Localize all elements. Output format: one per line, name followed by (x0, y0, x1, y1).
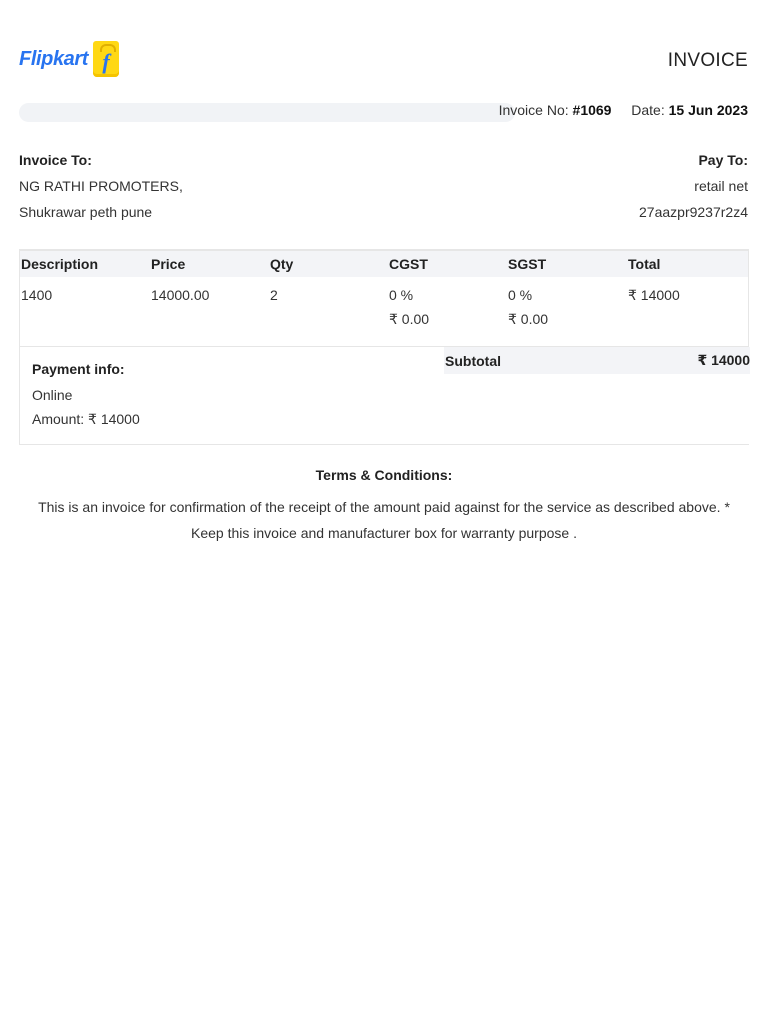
pay-to-line2: 27aazpr9237r2z4 (639, 204, 748, 220)
item-cgst (388, 283, 507, 331)
column-header-price: Price (151, 256, 186, 272)
payment-amount: Amount: ₹ 14000 (32, 411, 140, 427)
items-header-row (20, 250, 748, 277)
subtotal-label: Subtotal (445, 352, 501, 369)
brand-mark: f (102, 49, 110, 74)
terms-body: This is an invoice for confirmation of the receipt of the amount paid against for the service as described above. * Keep this invoice and manufacturer box for warranty purpose . (38, 499, 730, 541)
invoice-no-label: Invoice No: (498, 102, 569, 118)
item-sgst (507, 283, 627, 331)
column-header-sgst: SGST (508, 256, 547, 272)
invoice-to-block (19, 147, 183, 225)
payment-method: Online (32, 387, 73, 403)
column-header-total: Total (628, 256, 661, 272)
invoice-number: #1069 (572, 102, 612, 118)
item-qty: 2 (270, 287, 278, 303)
subtotal-row (444, 347, 750, 374)
flipkart-logo (19, 41, 119, 77)
invoice-to-line2: Shukrawar peth pune (19, 204, 153, 220)
brand-name: Flipkart (19, 47, 89, 70)
invoice-to-heading: Invoice To: (19, 152, 92, 168)
terms-heading: Terms & Conditions: (315, 467, 453, 483)
invoice-to-line1: NG RATHI PROMOTERS, (19, 178, 183, 194)
cgst-rate: 0 % (389, 287, 414, 303)
table-row (20, 277, 748, 331)
payment-summary (19, 346, 749, 445)
invoice-meta (499, 102, 748, 118)
header-divider-bar (19, 103, 515, 122)
payment-info-heading: Payment info: (32, 361, 125, 377)
pay-to-block (639, 147, 748, 225)
cgst-amount: ₹ 0.00 (389, 311, 430, 327)
column-header-description: Description (21, 256, 99, 272)
date-label: Date: (631, 102, 665, 118)
subtotal-value: ₹ 14000 (697, 352, 750, 368)
invoice-date: 15 Jun 2023 (668, 102, 748, 118)
payment-info (32, 357, 140, 431)
shopping-bag-icon (93, 41, 119, 77)
item-price: 14000.00 (151, 287, 210, 303)
item-description: 1400 (21, 287, 53, 303)
sgst-amount: ₹ 0.00 (508, 311, 549, 327)
items-table (19, 249, 749, 346)
sgst-rate: 0 % (508, 287, 533, 303)
pay-to-heading: Pay To: (698, 152, 748, 168)
invoice-title: INVOICE (667, 50, 748, 71)
column-header-qty: Qty (270, 256, 294, 272)
item-total: ₹ 14000 (628, 287, 680, 303)
column-header-cgst: CGST (389, 256, 428, 272)
pay-to-line1: retail net (694, 178, 748, 194)
